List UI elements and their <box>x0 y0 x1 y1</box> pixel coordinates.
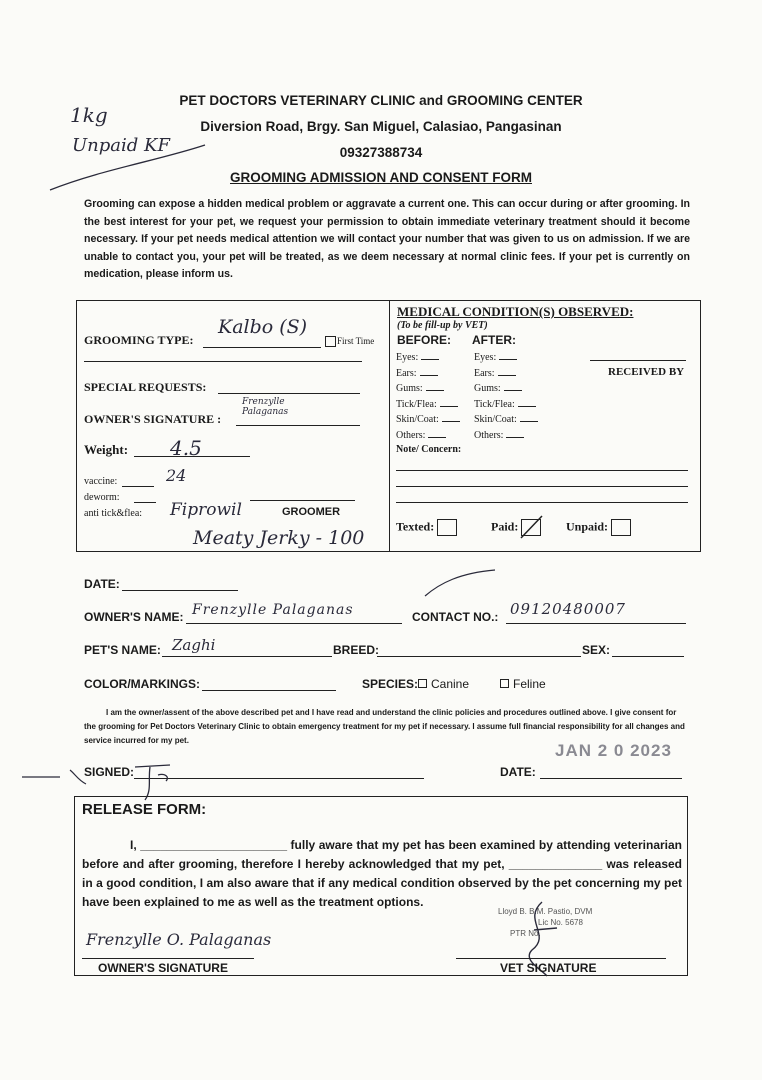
owner-signature-label: OWNER'S SIGNATURE : <box>84 412 222 426</box>
contact-line <box>506 623 686 624</box>
texted-checkbox[interactable] <box>437 519 457 536</box>
feline-checkbox[interactable] <box>500 679 509 688</box>
cond-after-blank[interactable] <box>518 406 536 407</box>
received-by-line <box>590 360 686 361</box>
pen-stroke <box>420 568 500 598</box>
extra-note: Meaty Jerky - 100 <box>193 527 365 549</box>
paid-label: Paid: <box>491 519 519 534</box>
cond-before-item: Eyes: <box>396 350 460 366</box>
owner-sig-line <box>82 958 254 959</box>
release-bottom-border <box>74 975 688 976</box>
canine-option[interactable] <box>418 677 469 691</box>
pet-name-line <box>162 656 332 657</box>
groomer-line <box>250 500 355 501</box>
owner-signature-value: Frenzylle Palaganas <box>242 397 289 417</box>
note-label: Note/ Concern: <box>396 444 462 455</box>
date-label: DATE: <box>84 577 120 591</box>
feline-option[interactable] <box>500 677 546 691</box>
clinic-name: PET DOCTORS VETERINARY CLINIC and GROOMING CENTER <box>179 93 583 108</box>
species-label: SPECIES: <box>362 677 419 691</box>
contact-value: 09120480007 <box>510 600 626 618</box>
vet-sig-line <box>456 958 666 959</box>
sex-line <box>612 656 684 657</box>
cond-after-item: Skin/Coat: <box>474 412 538 428</box>
cond-before-blank[interactable] <box>442 421 460 422</box>
paid-check-mark <box>518 514 546 540</box>
pet-name-value: Zaghi <box>172 636 216 654</box>
paid-field <box>491 519 541 536</box>
note-line-2 <box>396 486 688 487</box>
texted-label: Texted: <box>396 519 435 534</box>
conditions-after <box>474 350 538 443</box>
canine-label: Canine <box>431 677 470 691</box>
received-by-label: RECEIVED BY <box>608 366 685 378</box>
cond-before-item: Gums: <box>396 381 460 397</box>
vet-stamp-license: Lic No. 5678 <box>538 918 583 927</box>
grooming-type-line <box>203 347 321 348</box>
cond-before-item: Ears: <box>396 366 460 382</box>
cond-after-blank[interactable] <box>506 437 524 438</box>
cond-after-blank[interactable] <box>504 390 522 391</box>
clinic-phone: 09327388734 <box>339 145 423 160</box>
contact-label: CONTACT NO.: <box>412 610 499 624</box>
owner-signature-line <box>236 425 360 426</box>
cond-after-item: Others: <box>474 428 538 444</box>
before-label: BEFORE: <box>397 333 451 347</box>
vet-stamp-ptr: PTR No. <box>510 929 541 938</box>
intro-text: Grooming can expose a hidden medical problem or aggravate a current one. This can occur during or after grooming. In the best interest for your pet, we request your permission to obtain immediate veterinary treatment should it become necessary. If your pet needs medical attention we will contact your number that was given to us on admission. If we are unable to contact you, your pet will be treated, as we deem necessary at normal clinic fees. If your pet is currently on medication, please inform us. <box>84 198 690 280</box>
texted-field <box>396 519 457 536</box>
release-title: RELEASE FORM: <box>82 801 207 818</box>
weight-label: Weight: <box>84 442 129 457</box>
form-title: GROOMING ADMISSION AND CONSENT FORM <box>230 170 532 185</box>
feline-label: Feline <box>513 677 546 691</box>
date-line <box>122 590 238 591</box>
margin-note-weight: 1kg <box>70 103 108 127</box>
owner-release-signature: Frenzylle O. Palaganas <box>86 930 272 949</box>
owner-name-value: Frenzylle Palaganas <box>192 602 354 618</box>
vet-sig-label: VET SIGNATURE <box>500 961 597 975</box>
vet-stamp-name: Lloyd B. B.M. Pastio, DVM <box>498 907 593 916</box>
medical-subtitle: (To be fill-up by VET) <box>397 320 488 331</box>
first-time-checkbox[interactable] <box>325 336 336 347</box>
weight-value: 4.5 <box>170 436 202 460</box>
unpaid-checkbox[interactable] <box>611 519 631 536</box>
anti-tick-value: Fiprowil <box>170 500 242 520</box>
grooming-divider <box>84 361 362 362</box>
date-stamp: JAN 2 0 2023 <box>555 741 672 760</box>
cond-before-blank[interactable] <box>420 375 438 376</box>
date2-label: DATE: <box>500 765 536 779</box>
unpaid-label: Unpaid: <box>566 519 609 534</box>
breed-label: BREED: <box>333 643 380 657</box>
consent-text: I am the owner/assent of the above described pet and I have read and understand the clinic policies and procedures outlined above. I give consent for the grooming for Pet Doctors Veterinary Clinic to obtain emergency treatment for my pet if necessary. I assume full financial responsibility for all changes and service incurred for my pet. <box>84 708 685 745</box>
special-requests-label: SPECIAL REQUESTS: <box>84 380 207 394</box>
cond-after-item: Ears: <box>474 366 538 382</box>
unpaid-field <box>566 519 631 536</box>
sex-label: SEX: <box>582 643 611 657</box>
pet-name-label: PET'S NAME: <box>84 643 161 657</box>
first-time-label: First Time <box>337 336 375 346</box>
cond-after-blank[interactable] <box>520 421 538 422</box>
signed-label: SIGNED: <box>84 765 135 779</box>
cond-before-blank[interactable] <box>428 437 446 438</box>
owner-name-label: OWNER'S NAME: <box>84 610 184 624</box>
cond-before-blank[interactable] <box>421 359 439 360</box>
after-label: AFTER: <box>472 333 516 347</box>
color-label: COLOR/MARKINGS: <box>84 677 200 691</box>
release-text: I, ______________________ fully aware that my pet has been examined by attending veterinarian before and after grooming, therefore I hereby acknowledged that my pet, ______________ was released in a good condition, I am also aware that if any medical condition observed by the pet concerning my pet have been explained to me as well as the treatment options. <box>82 838 682 909</box>
margin-note-unpaid: Unpaid KF <box>72 135 170 156</box>
grooming-type-value: Kalbo (S) <box>218 316 308 338</box>
cond-after-item: Eyes: <box>474 350 538 366</box>
paid-checkbox[interactable] <box>521 519 541 536</box>
vaccine-label: vaccine: <box>84 476 118 487</box>
cond-before-blank[interactable] <box>426 390 444 391</box>
vaccine-value: 24 <box>166 466 187 485</box>
cond-before-item: Others: <box>396 428 460 444</box>
cond-before-item: Tick/Flea: <box>396 397 460 413</box>
date2-line <box>540 778 682 779</box>
owner-sig-label: OWNER'S SIGNATURE <box>98 961 228 975</box>
cond-after-blank[interactable] <box>498 375 516 376</box>
cond-before-blank[interactable] <box>440 406 458 407</box>
cond-after-item: Gums: <box>474 381 538 397</box>
anti-tick-label: anti tick&flea: <box>84 508 143 519</box>
breed-line <box>377 656 581 657</box>
note-line-3 <box>396 502 688 503</box>
color-line <box>202 690 336 691</box>
owner-name-line <box>186 623 402 624</box>
conditions-before <box>396 350 460 443</box>
grooming-type-label: GROOMING TYPE: <box>84 333 194 347</box>
deworm-label: deworm: <box>84 492 120 503</box>
note-line-1 <box>396 470 688 471</box>
margin-tick <box>20 762 90 792</box>
cond-before-item: Skin/Coat: <box>396 412 460 428</box>
cond-after-item: Tick/Flea: <box>474 397 538 413</box>
special-requests-line <box>218 393 360 394</box>
clinic-address: Diversion Road, Brgy. San Miguel, Calasiao, Pangasinan <box>200 119 562 134</box>
cond-after-blank[interactable] <box>499 359 517 360</box>
groomer-label: GROOMER <box>282 506 341 518</box>
deworm-line <box>134 502 156 503</box>
canine-checkbox[interactable] <box>418 679 427 688</box>
vaccine-line <box>122 486 154 487</box>
medical-title: MEDICAL CONDITION(S) OBSERVED: <box>397 304 634 319</box>
